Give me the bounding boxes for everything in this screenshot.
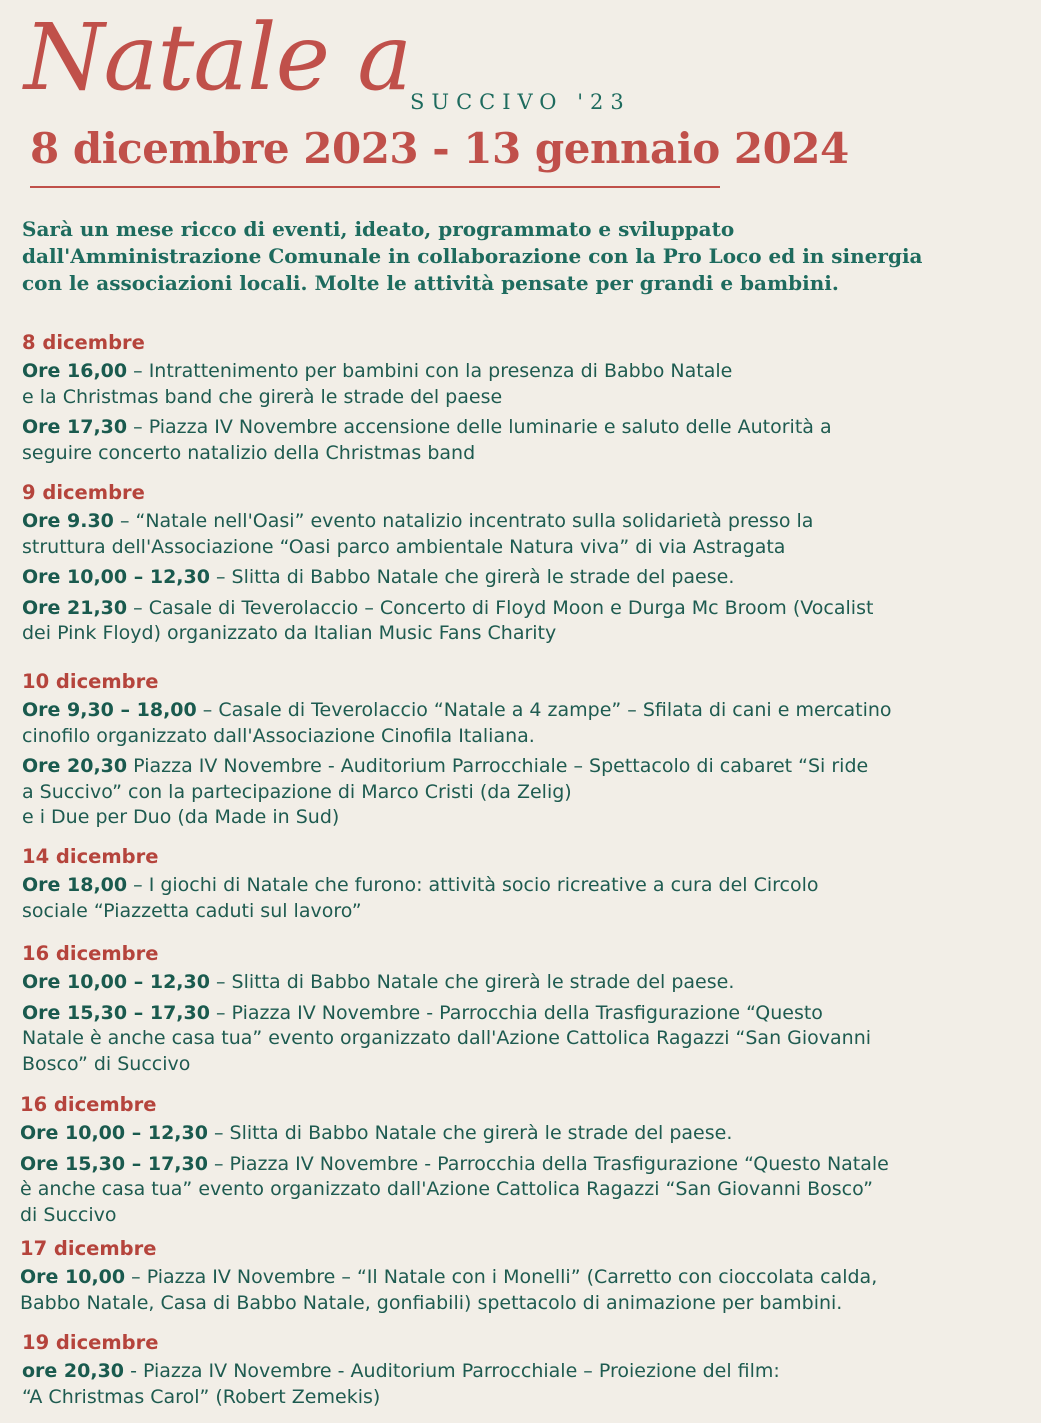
date-range: 8 dicembre 2023 - 13 gennaio 2024	[30, 124, 849, 173]
event-time: Ore 10,00 – 12,30	[20, 1122, 208, 1144]
event-desc: – Piazza IV Novembre accensione delle luminarie e saluto delle Autorità a seguire concerto natalizio della Christmas band	[22, 416, 832, 464]
event-desc: – Casale di Teverolaccio – Concerto di Floyd Moon e Durga Mc Broom (Vocalist dei Pink Floyd) organizzato da Italian Music Fans Charity	[22, 596, 874, 644]
event-item	[22, 970, 1022, 996]
event-desc: – Slitta di Babbo Natale che girerà le strade del paese.	[207, 1122, 733, 1144]
event-time: Ore 10,00 – 12,30	[22, 971, 210, 993]
event-desc: – Slitta di Babbo Natale che girerà le strade del paese.	[209, 566, 735, 588]
event-desc: - Piazza IV Novembre - Auditorium Parrocchiale – Proiezione del film: “A Christmas Carol” (Robert Zemekis)	[22, 1360, 780, 1408]
event-time: Ore 15,30 – 17,30	[20, 1152, 208, 1175]
day-block-10-dicembre	[22, 669, 1022, 836]
event-time: ore 20,30	[22, 1360, 125, 1382]
event-time: Ore 16,00	[22, 360, 128, 382]
event-item	[22, 1001, 1022, 1078]
title-script: Natale a	[24, 4, 412, 111]
event-desc: – “Natale nell'Oasi” evento natalizio incentrato sulla solidarietà presso la struttura dell'Associazione “Oasi parco ambientale Natura viva” di via Astragata	[22, 510, 814, 558]
event-item	[20, 1265, 1020, 1316]
day-block-9-dicembre	[22, 480, 1022, 652]
event-desc: – Piazza IV Novembre - Parrocchia della Trasfigurazione “Questo Natale è anche casa tua” evento organizzato dall'Azione Cattolica Ragazzi “San Giovanni Bosco” di Succivo	[22, 1001, 872, 1075]
event-item	[22, 415, 1022, 466]
day-date: 19 dicembre	[22, 1331, 159, 1354]
event-time: Ore 18,00	[22, 874, 128, 896]
day-date: 16 dicembre	[20, 1093, 157, 1116]
date-underline	[30, 186, 720, 188]
event-time: Ore 20,30	[22, 755, 128, 777]
day-block-8-dicembre	[22, 330, 1022, 471]
day-block-14-dicembre	[22, 844, 1022, 929]
event-item	[22, 698, 1022, 749]
event-item	[20, 1152, 1020, 1229]
event-desc: – Piazza IV Novembre – “Il Natale con i Monelli” (Carretto con cioccolata calda, Babbo Natale, Casa di Babbo Natale, gonfiabili) spettacolo di animazione per bambini.	[20, 1266, 878, 1314]
day-date: 8 dicembre	[22, 331, 145, 354]
event-desc: Piazza IV Novembre - Auditorium Parrocchiale – Spettacolo di cabaret “Si ride a Succivo” con la partecipazione di Marco Cristi (da Zelig) e i Due per Duo (da Made in Sud)	[22, 755, 869, 828]
event-item	[20, 1121, 1020, 1147]
title-place: SUCCIVO '23	[410, 90, 631, 114]
day-block-16-dicembre	[22, 941, 1022, 1082]
day-date: 17 dicembre	[20, 1237, 157, 1260]
day-date: 10 dicembre	[22, 670, 159, 693]
event-desc: – I giochi di Natale che furono: attività socio ricreative a cura del Circolo sociale “Piazzetta caduti sul lavoro”	[22, 874, 819, 922]
day-block-16-dicembre-repeat	[20, 1092, 1020, 1233]
event-desc: – Slitta di Babbo Natale che girerà le strade del paese.	[209, 971, 735, 993]
event-desc: – Casale di Teverolaccio “Natale a 4 zampe” – Sfilata di cani e mercatino cinofilo organizzato dall'Associazione Cinofila Italiana.	[22, 699, 892, 747]
day-date: 9 dicembre	[22, 481, 145, 504]
event-desc: – Intrattenimento per bambini con la presenza di Babbo Natale e la Christmas band che girerà le strade del paese	[22, 360, 733, 408]
event-time: Ore 17,30	[22, 416, 128, 438]
event-item	[22, 359, 1022, 410]
event-item	[22, 596, 1022, 647]
intro-paragraph: Sarà un mese ricco di eventi, ideato, programmato e sviluppato dall'Amministrazione Comunale in collaborazione con la Pro Loco ed in sinergia con le associazioni locali. Molte le attività pensate per grandi e bambini.	[22, 217, 923, 295]
event-item	[22, 509, 1022, 560]
day-block-19-dicembre	[22, 1330, 1022, 1415]
event-time: Ore 9.30	[22, 510, 114, 532]
event-time: Ore 10,00	[20, 1266, 126, 1288]
day-date: 14 dicembre	[22, 845, 159, 868]
event-item	[22, 873, 1022, 924]
event-time: Ore 15,30 – 17,30	[22, 1001, 210, 1024]
event-time: Ore 9,30 – 18,00	[22, 699, 197, 721]
event-item	[22, 1359, 1022, 1410]
event-item	[22, 565, 1022, 591]
event-time: Ore 10,00 – 12,30	[22, 566, 210, 588]
day-block-17-dicembre	[20, 1236, 1020, 1321]
event-desc: – Piazza IV Novembre - Parrocchia della Trasfigurazione “Questo Natale è anche casa tua” evento organizzato dall'Azione Cattolica Ragazzi “San Giovanni Bosco” di Succivo	[20, 1152, 889, 1226]
day-date: 16 dicembre	[22, 942, 159, 965]
event-item	[22, 754, 1022, 831]
event-time: Ore 21,30	[22, 596, 128, 619]
